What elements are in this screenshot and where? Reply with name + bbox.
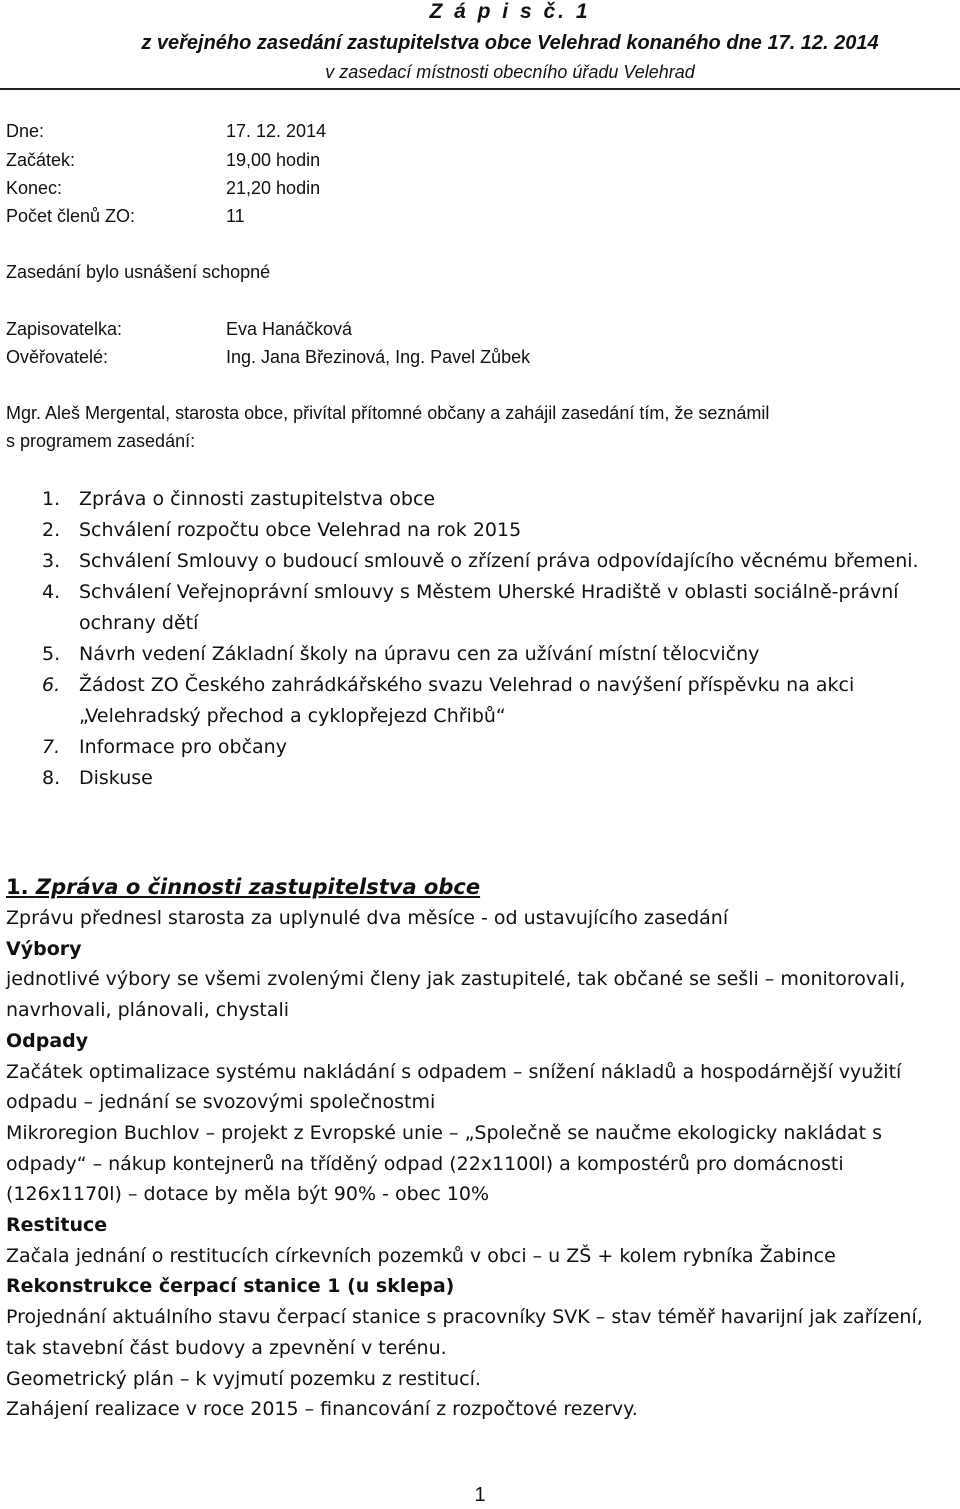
agenda-item-number: 4. (42, 581, 61, 603)
agenda-item-number: 6. (42, 674, 61, 696)
agenda-item-text: Zpráva o činnosti zastupitelstva obce (79, 488, 436, 510)
intro-line-2: s programem zasedání: (6, 431, 196, 451)
heading-odpady: Odpady (6, 1029, 89, 1052)
page-number: 1 (474, 1484, 486, 1506)
verifiers-label: Ověřovatelé: (6, 347, 109, 367)
agenda-item-text: Návrh vedení Základní školy na úpravu cen za užívání místní tělocvičny (79, 643, 760, 665)
agenda-item (42, 546, 942, 577)
recorder-label: Zapisovatelka: (6, 319, 123, 339)
odpady-text-2: Mikroregion Buchlov – projekt z Evropské unie – „Společně se naučme ekologicky nakládat s odpady“ – nákup kontejnerů na tříděný odpad (22x1100l) a kompostérů pro domácnosti (126x1170l) – dotace by měla být 90% - obec 10% (6, 1121, 883, 1206)
rekonstrukce-text-2: Geometrický plán – k vyjmutí pozemku z restitucí. (6, 1367, 481, 1390)
agenda-item-number: 5. (42, 643, 61, 665)
agenda-item-number: 1. (42, 488, 61, 510)
agenda-item-number: 7. (42, 736, 61, 758)
agenda-item-number: 3. (42, 550, 61, 572)
restituce-text: Začala jednání o restitucích církevních pozemků v obci – u ZŠ + kolem rybníka Žabince (6, 1244, 836, 1267)
heading-vybory: Výbory (6, 937, 82, 960)
rekonstrukce-text-1: Projednání aktuálního stavu čerpací stanice s pracovníky SVK – stav téměř havarijní jak zařízení, tak stavební část budovy a zpevnění v terénu. (6, 1306, 923, 1359)
members-label: Počet členů ZO: (6, 206, 136, 226)
agenda-item-text: Schválení Veřejnoprávní smlouvy s Městem Uherské Hradiště v oblasti sociálně-právní ochrany dětí (79, 581, 899, 634)
document-title: Z á p i s č. 1 (429, 0, 591, 23)
agenda-item-number: 2. (42, 519, 61, 541)
end-value: 21,20 hodin (226, 178, 321, 198)
section-1-lead: Zprávu přednesl starosta za uplynulé dva měsíce - od ustavujícího zasedání (6, 907, 729, 929)
header-rule (0, 88, 960, 90)
section-1 (6, 871, 951, 1425)
agenda-item-text: Informace pro občany (79, 736, 287, 758)
agenda-item (42, 484, 942, 515)
agenda-item (42, 639, 942, 670)
section-1-heading (6, 871, 951, 903)
document-subtitle: z veřejného zasedání zastupitelstva obce Velehrad konaného dne 17. 12. 2014 (141, 32, 879, 54)
agenda-item-text: Schválení Smlouvy o budoucí smlouvě o zřízení práva odpovídajícího věcnému břemeni. (79, 550, 919, 572)
agenda-list (42, 484, 942, 794)
start-label: Začátek: (6, 150, 76, 170)
agenda-item-text: Diskuse (79, 767, 153, 789)
odpady-text-1: Začátek optimalizace systému nakládání s odpadem – snížení nákladů a hospodárnější využití odpadu – jednání se svozovými společnostmi (6, 1060, 902, 1114)
recorder-value: Eva Hanáčková (226, 319, 353, 339)
end-label: Konec: (6, 178, 63, 198)
members-value: 11 (226, 206, 245, 226)
vybory-text: jednotlivé výbory se všemi zvolenými členy jak zastupitelé, tak občané se sešli – monitorovali, navrhovali, plánovali, chystali (6, 968, 906, 1022)
start-value: 19,00 hodin (226, 150, 321, 170)
quorum-statement: Zasedání bylo usnášení schopné (6, 262, 271, 282)
agenda-item (42, 732, 942, 763)
verifiers-value: Ing. Jana Březinová, Ing. Pavel Zůbek (226, 347, 531, 367)
agenda-item-number: 8. (42, 767, 61, 789)
heading-rekonstrukce: Rekonstrukce čerpací stanice 1 (u sklepa) (6, 1275, 455, 1298)
rekonstrukce-text-3: Zahájení realizace v roce 2015 – financování z rozpočtové rezervy. (6, 1398, 638, 1421)
agenda-item (42, 577, 942, 639)
intro-line-1: Mgr. Aleš Mergental, starosta obce, přivítal přítomné občany a zahájil zasedání tím, že seznámil (6, 403, 770, 423)
agenda-item-text: Žádost ZO Českého zahrádkářského svazu Velehrad o navýšení příspěvku na akci „Velehradský přechod a cyklopřejezd Chřibů“ (79, 674, 855, 727)
meeting-place: v zasedací místnosti obecního úřadu Velehrad (325, 62, 695, 82)
date-label: Dne: (6, 121, 45, 141)
agenda-item (42, 670, 942, 732)
heading-restituce: Restituce (6, 1214, 108, 1237)
section-1-number: 1. (6, 875, 29, 899)
agenda-item (42, 763, 942, 794)
section-1-title: Zpráva o činnosti zastupitelstva obce (35, 875, 481, 899)
agenda-item-text: Schválení rozpočtu obce Velehrad na rok 2015 (79, 519, 522, 541)
agenda-item (42, 515, 942, 546)
date-value: 17. 12. 2014 (226, 121, 327, 141)
